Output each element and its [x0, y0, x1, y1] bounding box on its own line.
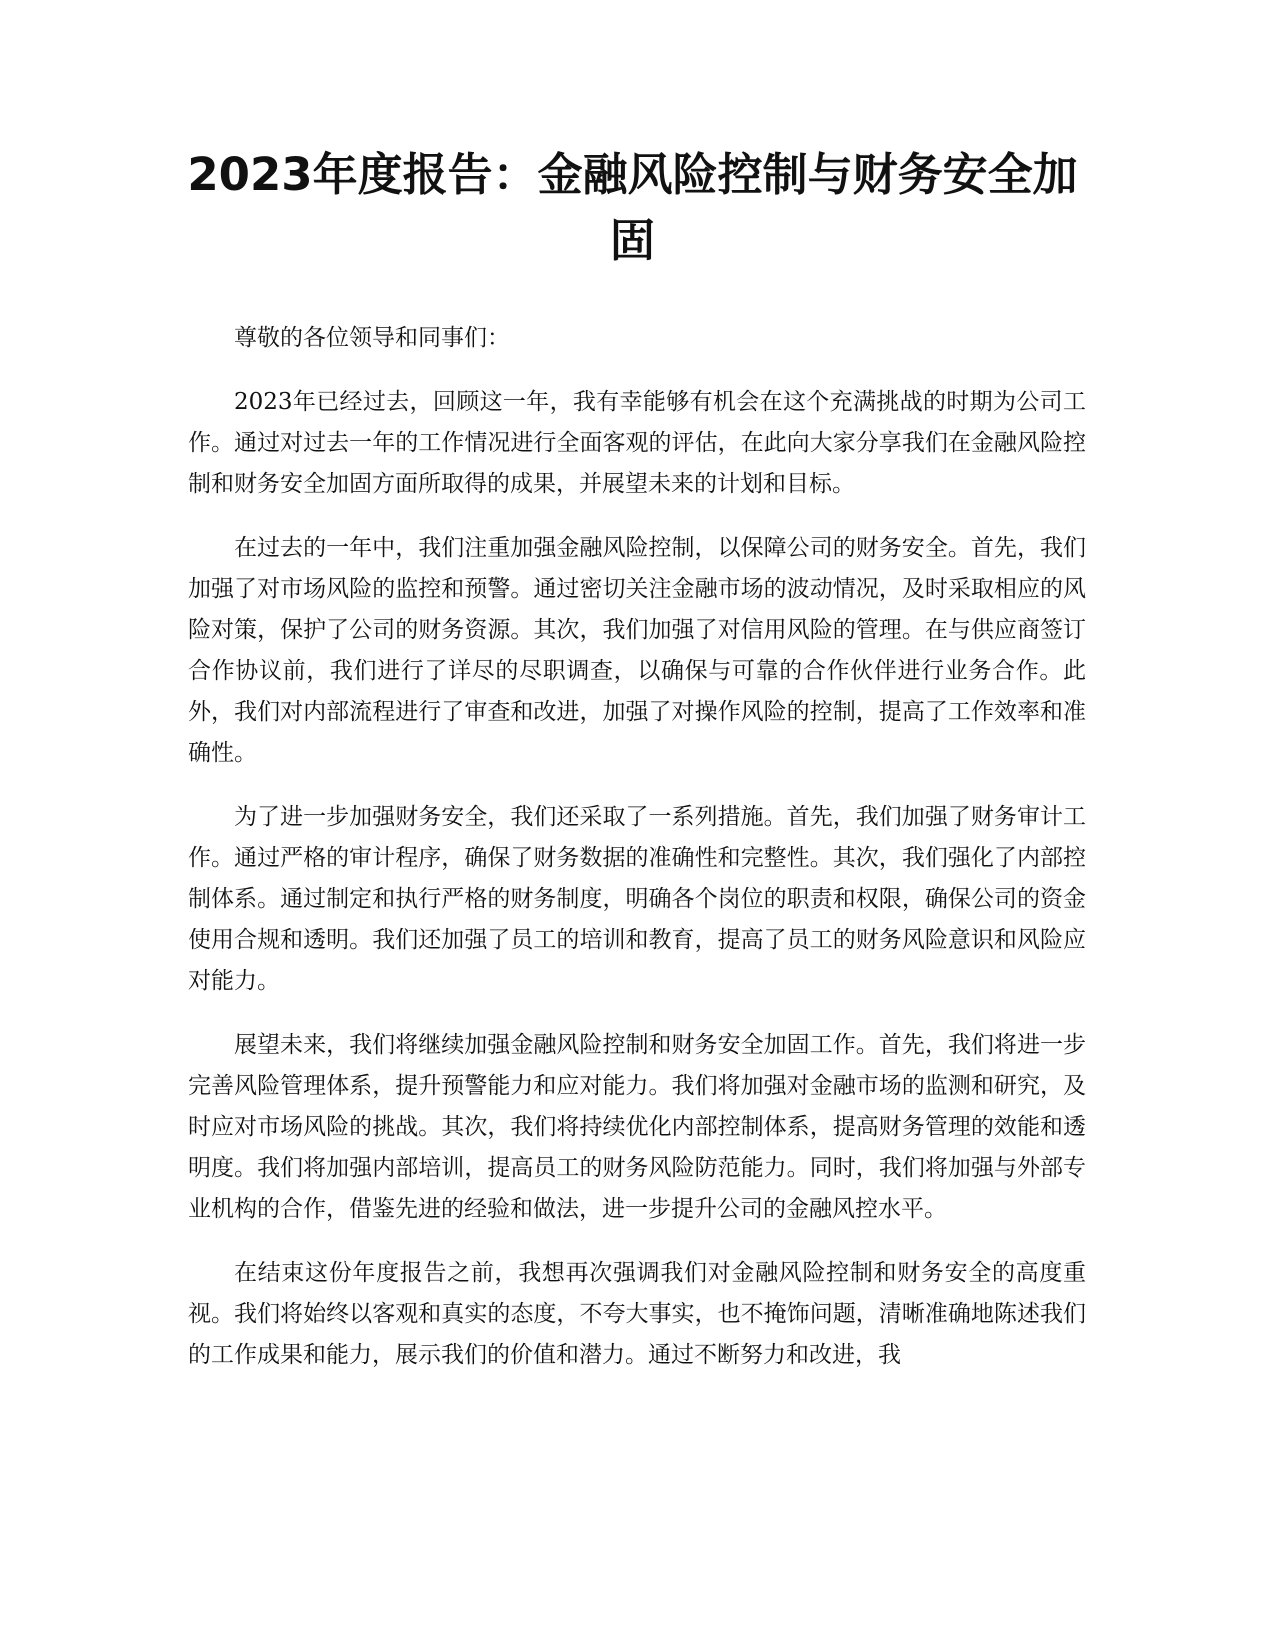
paragraph-risk-control: 在过去的一年中，我们注重加强金融风险控制，以保障公司的财务安全。首先，我们加强了对市场风险的监控和预警。通过密切关注金融市场的波动情况，及时采取相应的风险对策，保护了公司的财务资源。其次，我们加强了对信用风险的管理。在与供应商签订合作协议前，我们进行了详尽的尽职调查，以确保与可靠的合作伙伴进行业务合作。此外，我们对内部流程进行了审查和改进，加强了对操作风险的控制，提高了工作效率和准确性。 [188, 535, 1086, 766]
paragraph-closing: 在结束这份年度报告之前，我想再次强调我们对金融风险控制和财务安全的高度重视。我们将始终以客观和真实的态度，不夸大事实，也不掩饰问题，清晰准确地陈述我们的工作成果和能力，展示我们的价值和潜力。通过不断努力和改进，我 [188, 1260, 1086, 1368]
paragraph-outlook: 展望未来，我们将继续加强金融风险控制和财务安全加固工作。首先，我们将进一步完善风险管理体系，提升预警能力和应对能力。我们将加强对金融市场的监测和研究，及时应对市场风险的挑战。其次，我们将持续优化内部控制体系，提高财务管理的效能和透明度。我们将加强内部培训，提高员工的财务风险防范能力。同时，我们将加强与外部专业机构的合作，借鉴先进的经验和做法，进一步提升公司的金融风控水平。 [188, 1032, 1086, 1222]
paragraph-review: 2023年已经过去，回顾这一年，我有幸能够有机会在这个充满挑战的时期为公司工作。通过对过去一年的工作情况进行全面客观的评估，在此向大家分享我们在金融风险控制和财务安全加固方面所取得的成果，并展望未来的计划和目标。 [188, 389, 1086, 497]
greeting-paragraph: 尊敬的各位领导和同事们： [234, 325, 510, 351]
document-title: 2023年度报告：金融风险控制与财务安全加固 [187, 148, 1078, 267]
document-body [188, 318, 1086, 1399]
paragraph-financial-security: 为了进一步加强财务安全，我们还采取了一系列措施。首先，我们加强了财务审计工作。通过严格的审计程序，确保了财务数据的准确性和完整性。其次，我们强化了内部控制体系。通过制定和执行严格的财务制度，明确各个岗位的职责和权限，确保公司的资金使用合规和透明。我们还加强了员工的培训和教育，提高了员工的财务风险意识和风险应对能力。 [188, 804, 1086, 994]
